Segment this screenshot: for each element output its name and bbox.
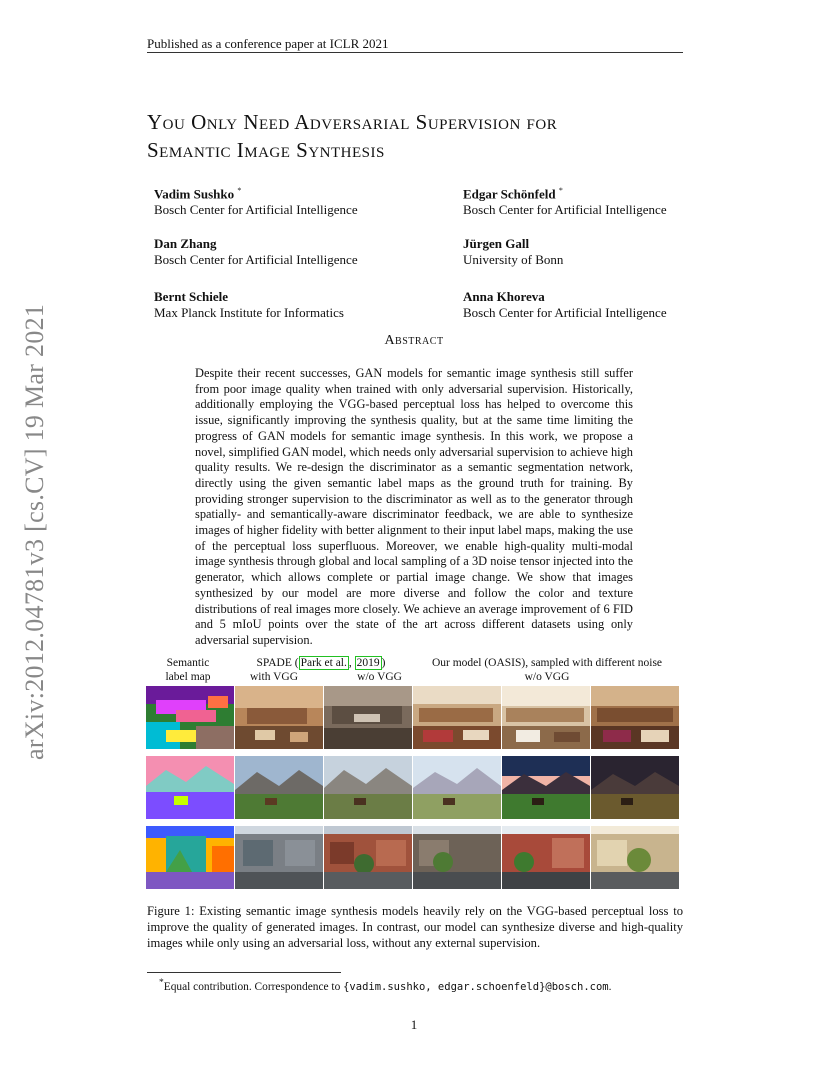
contact-emails[interactable]: {vadim.sushko, edgar.schoenfeld}@bosch.com [343,980,609,993]
oasis-sample-3-landscape [591,756,679,819]
label-map-street [146,826,234,889]
label-map-indoor [146,686,234,749]
figure-col-semantic: Semantic label map [165,657,211,683]
spade-vgg-landscape [235,756,323,819]
oasis-sample-2-indoor [502,686,590,749]
author-affiliation: Bosch Center for Artificial Intelligence [463,202,667,218]
author-affiliation: Bosch Center for Artificial Intelligence [463,305,667,320]
oasis-sample-3-street [591,826,679,889]
oasis-sample-2-landscape [502,756,590,819]
abstract-heading: Abstract [384,333,444,348]
abstract-text: Despite their recent successes, GAN models for semantic image synthesis still suffer from poor image quality when trained with only adversarial supervision. Historically, additionally employing the VGG-based perceptual loss has helped to overcome this issue, significantly improving the synthesis quality, but at the same time limiting the progress of GAN models for semantic image synthesis. In this work, we propose a novel, simplified GAN model, which needs only adversarial supervision to achieve high quality results. We re-design the discriminator as a semantic segmentation network, directly using the given semantic label maps as the ground truth for training. By providing stronger supervision to the discriminator as well as to the generator through spatially- and semantically-aware discriminator feedback, we are able to synthesize images of higher fidelity with better alignment to their input label maps, making the use of the perceptual loss superfluous. Moreover, we enable high-quality multi-modal image synthesis through global and local sampling of a 3D noise tensor injected into the generator, which allows complete or partial image change. We show that images synthesized by our model are more diverse and follow the color and texture distributions of real images more closely. We achieve an average improvement of 6 FID and 5 mIoU points over the state of the art across different datasets using only adversarial supervision. [195,366,633,647]
label-without-vgg: w/o VGG [357,671,402,683]
citation-year-link[interactable]: 2019 [356,657,380,669]
title-line-1: You Only Need Adversarial Supervision for [147,110,558,134]
oasis-sample-1-street [413,826,501,889]
spade-no-vgg-street [324,826,412,889]
running-header: Published as a conference paper at ICLR 2021 [147,36,389,51]
title-line-2: Semantic Image Synthesis [147,138,385,162]
citation-link[interactable]: Park et al. [300,657,347,669]
author-block [463,236,563,268]
author-affiliation: Bosch Center for Artificial Intelligence [154,202,358,218]
oasis-sample-2-street [502,826,590,889]
author-name: Edgar Schönfeld [463,186,556,202]
oasis-sample-1-landscape [413,756,501,819]
author-name: Anna Khoreva [463,289,545,304]
author-affiliation: Bosch Center for Artificial Intelligence [154,252,358,267]
label-with-vgg: with VGG [250,671,299,683]
page-number: 1 [410,1017,418,1032]
author-mark: * [558,186,563,195]
author-block [154,289,344,321]
spade-no-vgg-landscape [324,756,412,819]
spade-vgg-street [235,826,323,889]
spade-no-vgg-indoor [324,686,412,749]
label-map-landscape [146,756,234,819]
author-affiliation: Max Planck Institute for Informatics [154,305,344,320]
figure-col-oasis: Our model (OASIS), sampled with different noise w/o VGG [431,657,663,683]
author-mark: * [237,186,242,195]
author-name: Bernt Schiele [154,289,229,304]
arxiv-stamp: arXiv:2012.04781v3 [cs.CV] 19 Mar 2021 [20,303,49,760]
header-rule [147,52,683,53]
oasis-sample-3-indoor [591,686,679,749]
oasis-sample-1-indoor [413,686,501,749]
author-block [463,289,667,321]
footnote-mark: * [159,978,164,988]
figure-caption: Figure 1: Existing semantic image synthesis models heavily rely on the VGG-based perceptual loss to improve the quality of generated images. In contrast, our model can synthesize diverse and high-quality images while only using an adversarial loss, without any external supervision. [147,904,683,950]
author-name: Jürgen Gall [463,236,530,251]
spade-vgg-indoor [235,686,323,749]
author-affiliation: University of Bonn [463,252,564,267]
paper-title [147,108,707,164]
author-block [154,236,358,268]
author-name: Dan Zhang [154,236,217,251]
footnote: *Equal contribution. Correspondence to {vadim.sushko, edgar.schoenfeld}@bosch.com. [159,978,612,993]
author-name: Vadim Sushko [154,186,235,202]
author-block [463,183,667,218]
author-block [154,183,358,218]
footnote-rule [147,972,341,973]
figure-col-spade: SPADE ( Park et al. , 2019 ) with VGG w/o VGG [250,657,402,683]
